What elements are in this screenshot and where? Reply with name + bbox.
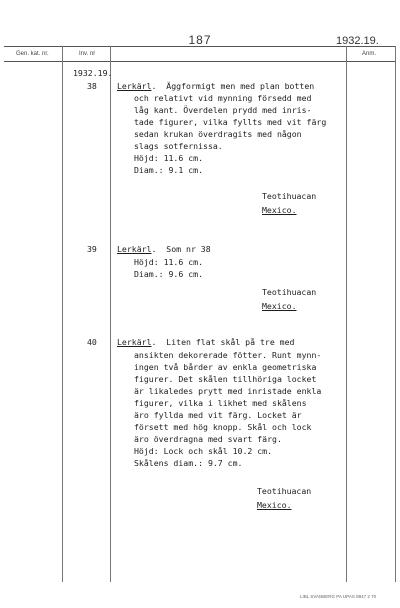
entry-line: figurer, vilka i likhet med skålens [134,398,307,408]
entry-line: Höjd: 11.6 cm. [134,257,204,267]
column-divider-2 [110,46,111,582]
entry-line: äro fyllda med vit färg. Locket är [134,410,302,420]
column-divider-4 [395,46,396,582]
entry-line: är likaledes prytt med inristade enkla [134,386,322,396]
entry-line: Diam.: 9.1 cm. [134,165,204,175]
entry-line: Skålens diam.: 9.7 cm. [134,458,243,468]
entry-title: Lerkärl [117,244,152,254]
entry-number: 39 [87,244,97,254]
column-header-gen-kat: Gen. kat. nr. [16,51,49,57]
column-header-anm: Anm. [362,51,377,57]
entry-country: Mexico. [257,500,292,510]
column-divider-1 [62,46,63,582]
entry-line: försett med hög knopp. Skål och lock [134,422,312,432]
entry-country: Mexico. [262,301,297,311]
entry-first-line: Lerkärl. Liten flat skål på tre med [117,337,295,347]
entry-title: Lerkärl [117,81,152,91]
catalog-number-header: 1932.19. [336,35,379,47]
printer-imprint: LIBL SVANBERG PA UPAS 8947 2 70 [300,594,377,599]
entry-place: Teotihuacan [257,486,312,496]
entry-line: tade figurer, vilka fyllts med vit färg [134,117,327,127]
column-header-inv: Inv. nr [79,51,96,57]
entry-line: låg kant. Överdelen prydd med inris- [134,105,312,115]
entry-line: ingen två bårder av enkla geometriska [134,362,317,372]
entry-batch-number: 1932.19. [73,68,113,78]
entry-line: och relativt vid mynning försedd med [134,93,312,103]
entry-line: figurer. Det skålen tillhöriga locket [134,374,317,384]
entry-line: Höjd: Lock och skål 10.2 cm. [134,446,273,456]
entry-line: slags sotfernissa. [134,141,223,151]
entry-place: Teotihuacan [262,287,317,297]
entry-line: äro överdragna med svart färg. [134,434,282,444]
entry-title: Lerkärl [117,337,152,347]
entry-line: Diam.: 9.6 cm. [134,269,204,279]
entry-line: sedan krukan överdragits med någon [134,129,302,139]
page-number: 187 [188,33,212,47]
entry-first-line: Lerkärl. Äggformigt men med plan botten [117,81,315,91]
entry-number: 38 [87,81,97,91]
entry-line: Höjd: 11.6 cm. [134,153,204,163]
entry-number: 40 [87,337,97,347]
entry-line: ansikten dekorerade fötter. Runt mynn- [134,350,322,360]
entry-country: Mexico. [262,205,297,215]
entry-first-line: Lerkärl. Som nr 38 [117,244,211,254]
column-divider-3 [346,46,347,582]
entry-place: Teotihuacan [262,191,317,201]
